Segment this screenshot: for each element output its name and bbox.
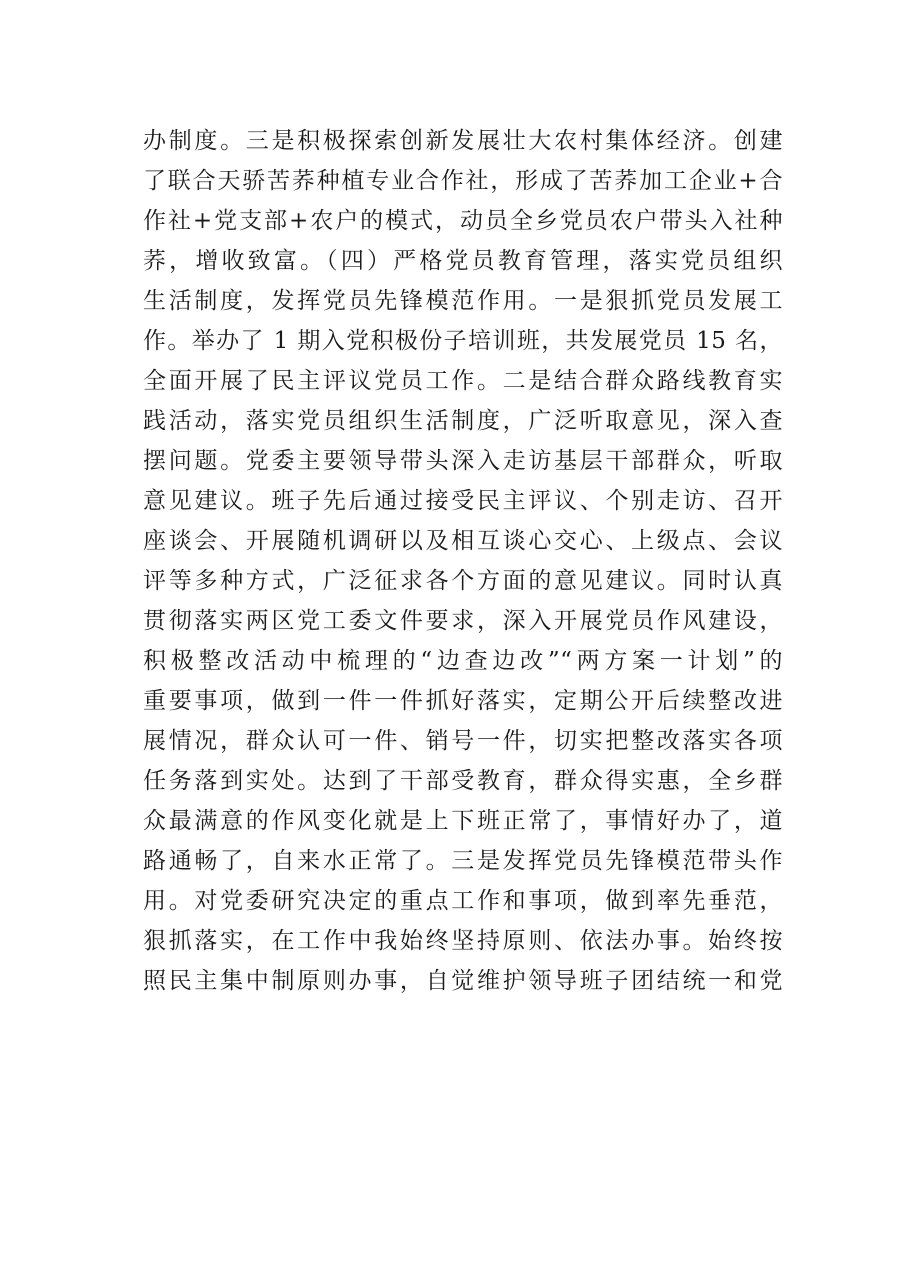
text-line-13: 贯彻落实两区党工委文件要求，深入开展党员作风建设，	[143, 608, 783, 634]
text-line-3: 作社+党支部+农户的模式，动员全乡党员农户带头入社种	[143, 208, 783, 234]
text-line-12: 评等多种方式，广泛征求各个方面的意见建议。同时认真	[143, 568, 783, 594]
text-line-19: 路通畅了，自来水正常了。三是发挥党员先锋模范带头作	[143, 848, 783, 874]
text-line-17: 任务落到实处。达到了干部受教育，群众得实惠，全乡群	[143, 768, 783, 794]
text-line-14: 积极整改活动中梳理的“边查边改”“两方案一计划”的	[143, 648, 783, 674]
text-line-22: 照民主集中制原则办事，自觉维护领导班子团结统一和党	[143, 968, 783, 994]
text-line-6: 作。举办了 1 期入党积极份子培训班，共发展党员 15 名，	[143, 328, 783, 354]
text-line-2: 了联合天骄苦荞种植专业合作社，形成了苦荞加工企业+合	[143, 168, 783, 194]
text-line-8: 践活动，落实党员组织生活制度，广泛听取意见，深入查	[143, 408, 783, 434]
text-line-18: 众最满意的作风变化就是上下班正常了，事情好办了，道	[143, 808, 783, 834]
text-line-16: 展情况，群众认可一件、销号一件，切实把整改落实各项	[143, 728, 783, 754]
text-line-10: 意见建议。班子先后通过接受民主评议、个别走访、召开	[143, 488, 783, 514]
text-line-20: 用。对党委研究决定的重点工作和事项，做到率先垂范，	[143, 888, 783, 914]
text-line-5: 生活制度，发挥党员先锋模范作用。一是狠抓党员发展工	[143, 288, 783, 314]
text-line-11: 座谈会、开展随机调研以及相互谈心交心、上级点、会议	[143, 528, 783, 554]
text-line-4: 荞，增收致富。（四）严格党员教育管理，落实党员组织	[143, 248, 783, 274]
text-line-21: 狠抓落实，在工作中我始终坚持原则、依法办事。始终按	[143, 928, 783, 954]
body-paragraph	[143, 121, 783, 1001]
text-line-15: 重要事项，做到一件一件抓好落实，定期公开后续整改进	[143, 688, 783, 714]
text-line-7: 全面开展了民主评议党员工作。二是结合群众路线教育实	[143, 368, 783, 394]
text-line-9: 摆问题。党委主要领导带头深入走访基层干部群众，听取	[143, 448, 783, 474]
text-line-1: 办制度。三是积极探索创新发展壮大农村集体经济。创建	[143, 128, 783, 154]
